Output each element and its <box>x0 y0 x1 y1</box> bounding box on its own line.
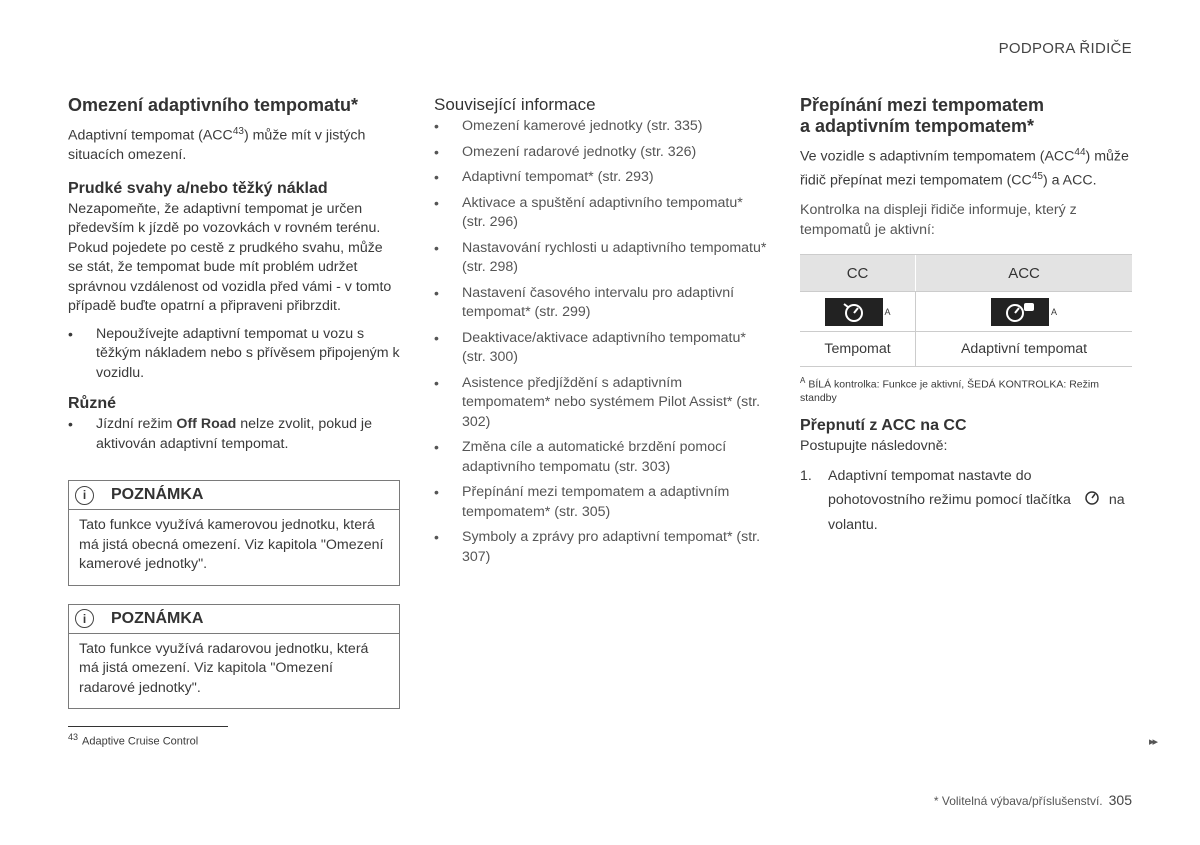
slopes-bullet: • Nepoužívejte adaptivní tempomat u vozu s těžkým nákladem nebo s přívěsem připojeným k vozidlu. <box>68 325 400 384</box>
note-title: POZNÁMKA <box>111 609 204 627</box>
related-item[interactable]: • Nastavení časového intervalu pro adaptivní tempomat* (str. 299) <box>434 284 768 323</box>
slopes-text: Nezapomeňte, že adaptivní tempomat je určen především k jízdě po vozovkách v rovném terénu. Pokud pojedete po cestě z prudkého svahu, může se stát, že tempomat bude mít problém udržet správnou vzdálenost od vozidla před vámi - v tomto případě buďte opatrní a připraveni přibrzdit. <box>68 200 392 315</box>
slopes-heading: Prudké svahy a/nebo těžký náklad <box>68 179 328 197</box>
table-header-cc: CC <box>800 255 916 292</box>
related-item[interactable]: • Deaktivace/aktivace adaptivního tempomatu* (str. 300) <box>434 329 768 368</box>
related-item[interactable]: • Omezení kamerové jednotky (str. 335) <box>434 117 768 137</box>
page-footer: * Volitelná výbava/příslušenství. 305 <box>933 792 1132 808</box>
note-camera <box>68 480 400 586</box>
switching-intro: Ve vozidle s adaptivním tempomatem (ACC$^{44}$) může řidič přepínat mezi tempomatem (CC$^{45}$) a ACC. <box>800 147 1129 189</box>
related-heading: Související informace <box>434 95 596 114</box>
adaptive-cruise-icon <box>991 298 1049 326</box>
misc-bullet: • Jízdní režim Off Road nelze zvolit, pokud je aktivován adaptivní tempomat. <box>68 415 400 454</box>
related-item[interactable]: • Přepínání mezi tempomatem a adaptivním tempomatem* (str. 305) <box>434 483 768 522</box>
next-page-arrows: ▸▸ <box>1149 736 1157 748</box>
step-1: 1. Adaptivní tempomat nastavte do pohotovostního režimu pomocí tlačítka na volantu. <box>800 468 1125 533</box>
info-icon: i <box>75 486 94 505</box>
note-title: POZNÁMKA <box>111 486 204 504</box>
related-item[interactable]: • Omezení radarové jednotky (str. 326) <box>434 143 768 163</box>
related-item[interactable]: • Adaptivní tempomat* (str. 293) <box>434 168 768 188</box>
note-text: Tato funkce využívá radarovou jednotku, která má jistá omezení. Viz kapitola "Omezení radarové jednotky". <box>79 640 369 696</box>
indicator-text: Kontrolka na displeji řidiče informuje, který z tempomatů je aktivní: <box>800 202 1077 238</box>
related-item[interactable]: • Nastavování rychlosti u adaptivního tempomatu* (str. 298) <box>434 239 768 278</box>
related-item[interactable]: • Symboly a zprávy pro adaptivní tempomat* (str. 307) <box>434 528 768 567</box>
footnote: $^{43}$ Adaptive Cruise Control <box>68 732 199 748</box>
column-switching <box>800 95 1132 537</box>
table-label-cc: Tempomat <box>800 332 916 367</box>
related-item[interactable]: • Aktivace a spuštění adaptivního tempomatu* (str. 296) <box>434 194 768 233</box>
related-list <box>434 117 768 567</box>
table-footnote: $^A$ BÍLÁ kontrolka: Funkce je aktivní, ŠEDÁ KONTROLKA: Režim standby <box>800 376 1099 404</box>
cruise-button-icon <box>1083 489 1101 513</box>
column-related <box>434 95 768 573</box>
limitations-intro: Adaptivní tempomat (ACC$^{43}$) může mít v jistých situacích omezení. <box>68 126 366 164</box>
switching-title: Přepínání mezi tempomatem a adaptivním tempomatem* <box>800 95 1045 136</box>
switch-heading: Přepnutí z ACC na CC <box>800 416 967 434</box>
section-header: PODPORA ŘIDIČE <box>998 40 1132 57</box>
note-text: Tato funkce využívá kamerovou jednotku, která má jistá obecná omezení. Viz kapitola "Omezení kamerové jednotky". <box>79 517 384 573</box>
indicator-table: CC ACC A A Tempomat Adaptivní tempomat <box>800 254 1132 367</box>
info-icon: i <box>75 609 94 628</box>
limitations-title: Omezení adaptivního tempomatu* <box>68 95 359 115</box>
note-radar <box>68 604 400 710</box>
column-limitations <box>68 95 400 709</box>
misc-heading: Různé <box>68 395 116 413</box>
table-header-acc: ACC <box>916 255 1132 292</box>
related-item[interactable]: • Změna cíle a automatické brzdění pomocí adaptivního tempomatu (str. 303) <box>434 438 768 477</box>
related-item[interactable]: • Asistence předjíždění s adaptivním tempomatem* nebo systémem Pilot Assist* (str. 302) <box>434 374 768 433</box>
switch-intro: Postupujte následovně: <box>800 437 948 454</box>
cruise-control-icon <box>825 298 883 326</box>
table-label-acc: Adaptivní tempomat <box>916 332 1132 367</box>
footnote-divider <box>68 726 228 727</box>
page-number: 305 <box>1108 792 1132 808</box>
